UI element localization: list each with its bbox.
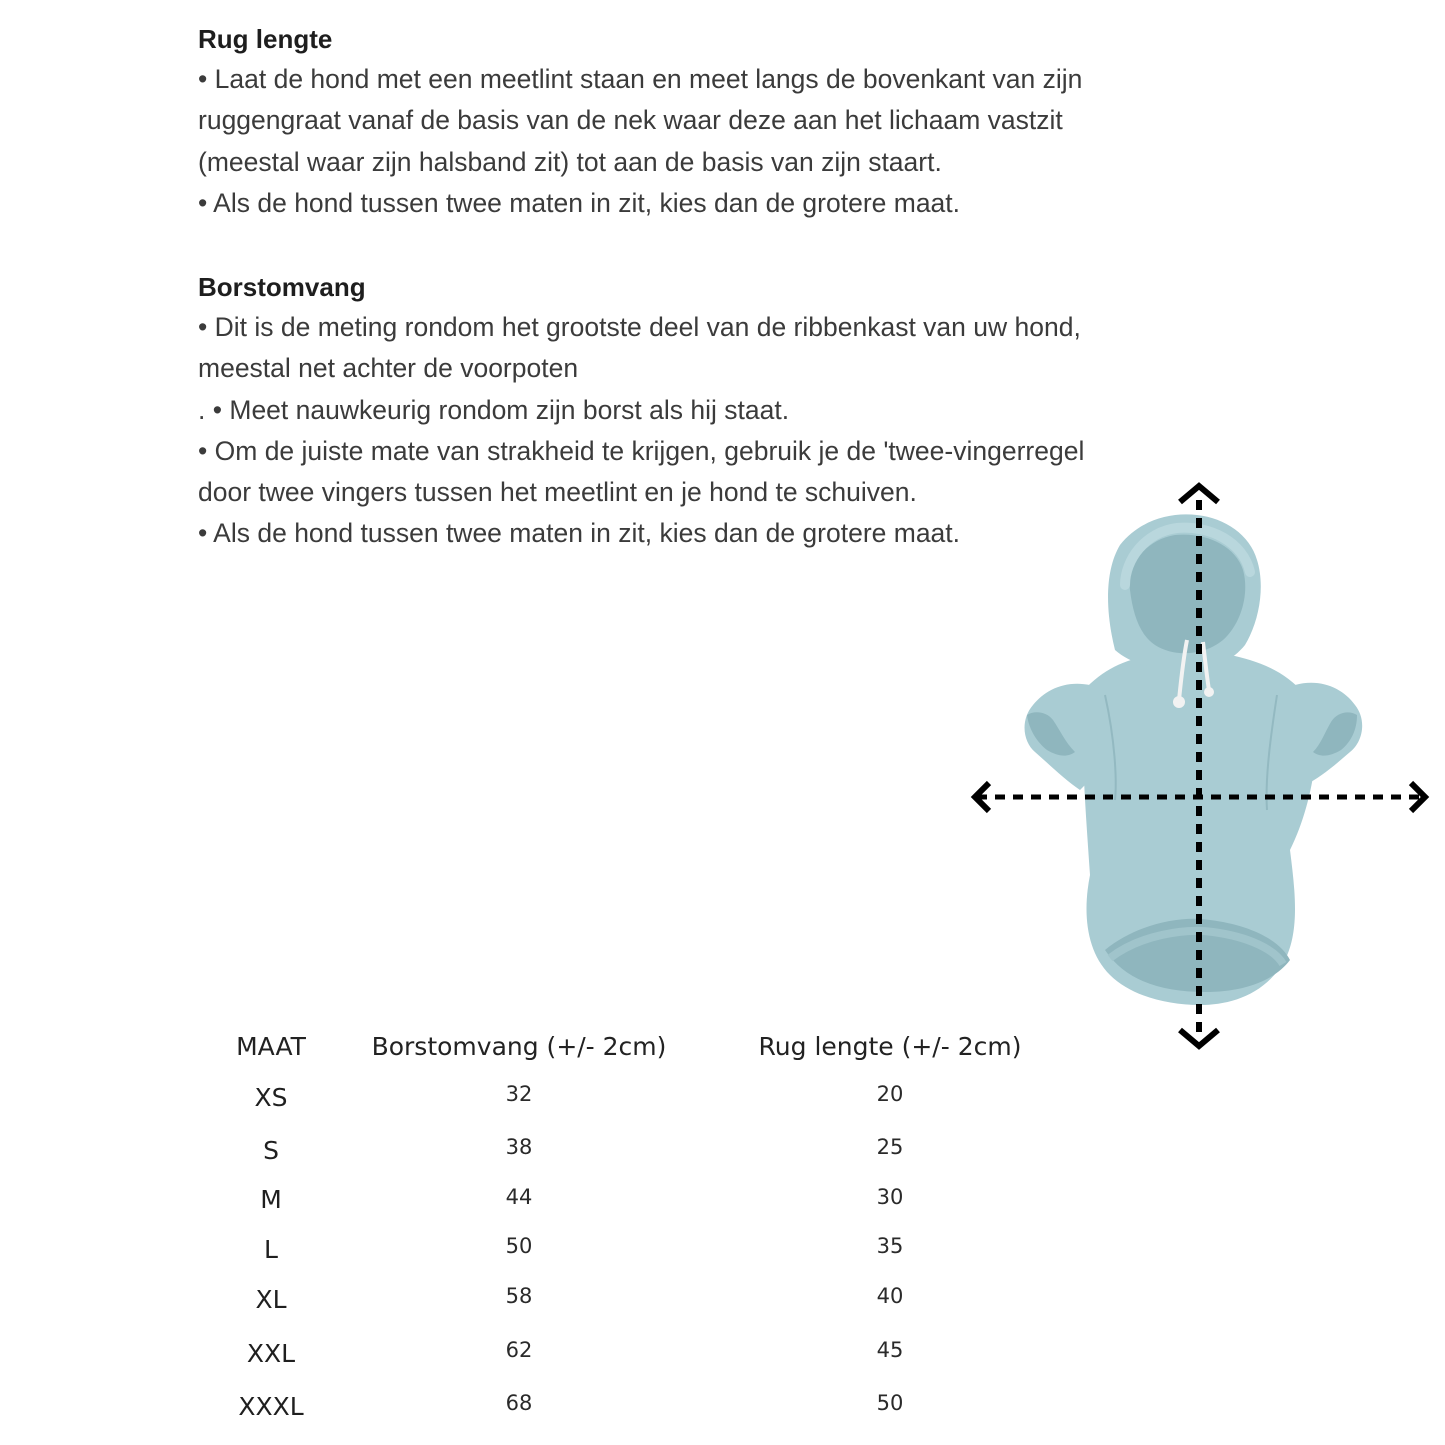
table-cell-rug-lengte: 40	[876, 1284, 904, 1308]
table-cell-borstomvang: 50	[505, 1234, 533, 1258]
table-cell-size: L	[264, 1235, 278, 1264]
header-rug-lengte: Rug lengte (+/- 2cm)	[758, 1032, 1022, 1061]
table-cell-rug-lengte: 50	[876, 1391, 904, 1415]
header-maat: MAAT	[236, 1032, 306, 1061]
table-cell-size: XL	[255, 1285, 287, 1314]
rug-lengte-line: ruggengraat vanaf de basis van de nek waar deze aan het lichaam vastzit	[198, 105, 1063, 136]
table-cell-borstomvang: 68	[505, 1391, 533, 1415]
table-cell-borstomvang: 62	[505, 1338, 533, 1362]
table-cell-rug-lengte: 30	[876, 1185, 904, 1209]
table-cell-borstomvang: 32	[505, 1082, 533, 1106]
section-rug-lengte	[198, 19, 1198, 224]
borstomvang-line: . • Meet nauwkeurig rondom zijn borst als hij staat.	[198, 394, 790, 425]
table-cell-rug-lengte: 35	[876, 1234, 904, 1258]
borstomvang-heading: Borstomvang	[198, 272, 366, 302]
table-cell-borstomvang: 38	[505, 1135, 533, 1159]
header-borstomvang: Borstomvang (+/- 2cm)	[371, 1032, 667, 1061]
table-cell-size: M	[260, 1185, 282, 1214]
table-cell-size: S	[263, 1136, 279, 1165]
hoodie-measurement-illustration	[965, 480, 1435, 1060]
rug-lengte-heading: Rug lengte	[198, 24, 333, 54]
borstomvang-line: door twee vingers tussen het meetlint en je hond te schuiven.	[198, 477, 917, 508]
table-cell-borstomvang: 58	[505, 1284, 533, 1308]
borstomvang-line: • Als de hond tussen twee maten in zit, kies dan de grotere maat.	[198, 518, 961, 549]
hoodie-svg	[965, 480, 1435, 1060]
table-cell-rug-lengte: 25	[876, 1135, 904, 1159]
dog-hoodie-image	[1025, 514, 1363, 1005]
borstomvang-line: • Om de juiste mate van strakheid te krijgen, gebruik je de 'twee-vingerregel	[198, 435, 1085, 466]
table-cell-borstomvang: 44	[505, 1185, 533, 1209]
borstomvang-line: meestal net achter de voorpoten	[198, 353, 579, 384]
borstomvang-line: • Dit is de meting rondom het grootste deel van de ribbenkast van uw hond,	[198, 312, 1081, 342]
rug-lengte-line: (meestal waar zijn halsband zit) tot aan de basis van zijn staart.	[198, 146, 942, 177]
rug-lengte-line: • Als de hond tussen twee maten in zit, kies dan de grotere maat.	[198, 187, 961, 218]
table-cell-size: XS	[254, 1083, 288, 1112]
table-cell-size: XXXL	[238, 1392, 304, 1421]
rug-lengte-line: • Laat de hond met een meetlint staan en meet langs de bovenkant van zijn	[198, 64, 1083, 94]
table-cell-rug-lengte: 20	[876, 1082, 904, 1106]
table-cell-rug-lengte: 45	[876, 1338, 904, 1362]
table-cell-size: XXL	[246, 1339, 296, 1368]
